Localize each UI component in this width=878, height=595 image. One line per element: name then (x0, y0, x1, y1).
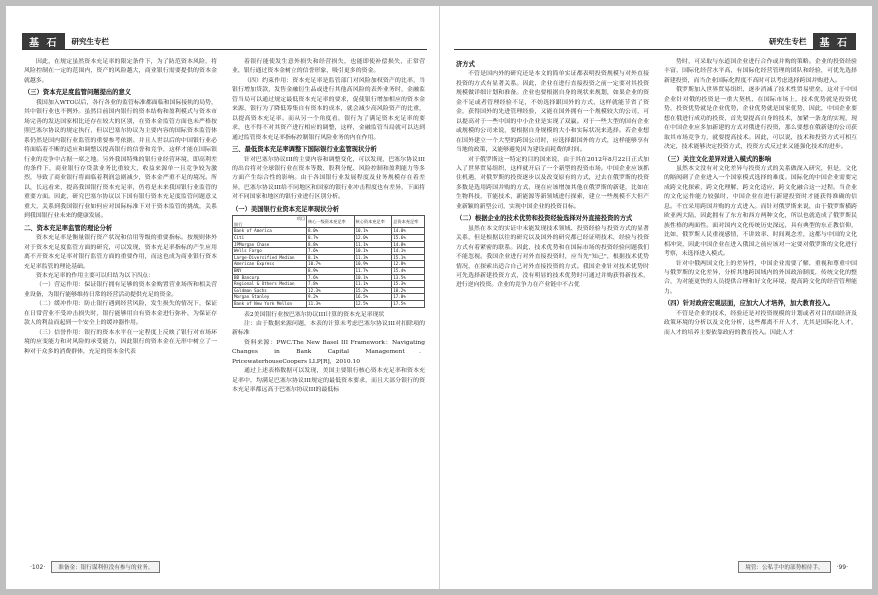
table-row (233, 268, 425, 275)
table-cell: 14.0% (392, 228, 425, 235)
page-footer (738, 561, 854, 573)
table-cell: 10.1% (354, 274, 392, 281)
table-cell: BNY (233, 268, 307, 275)
body-paragraph: 虽然在本文的实证中未能发现技术领域、投资经验与投资方式的显著关系，但是根据以往的研究以及国外的研究都已经证明技术，经验与投资方式有着紧密的联系。因此，技术优势和在国际市场的投资经验问题我们不能忽视。我国企业进行对外直接投资时，应当先"知己"，根据技术优势情况，在探索出适合自己对外直接投资的方式。我国企业针对技术优势时可先选择新建投资方式，没有明显的技术优势时可通过并购获得新技术，进行逆向投资。企业的竞争力在产业链中不占优 (456, 225, 649, 289)
table-cell: 12.8% (392, 261, 425, 268)
header-rule (454, 49, 856, 50)
table-cell: 17.5% (392, 300, 425, 307)
table-cell: 15.2% (354, 287, 392, 294)
header-column-title: 研究生专栏 (71, 36, 109, 46)
section-heading: 三、最低资本充足率调整下国际银行业监管现状分析 (232, 146, 377, 154)
header-column-title: 研究生专栏 (769, 36, 807, 46)
table-corner-label: 项目 (296, 216, 306, 222)
table-cell: 10.1% (354, 248, 392, 255)
section-heading: （二）根据企业的技术优势和投资经验选择对外直接投资的方式 (456, 215, 633, 223)
table-cell: 8.1% (307, 254, 354, 261)
table-row (233, 248, 425, 255)
body-paragraph: 通过上述表格数据可以发现，美国主要银行核心资本充足率和资本充足率中，均满足巴塞尔协议III规定的最低资本要求，而且大部分银行的资本充足率都远高于巴塞尔协议III的最低标 (232, 368, 425, 394)
text-column-1 (456, 58, 649, 553)
table-cell: 11.1% (354, 241, 392, 248)
section-heading: （一）美国银行业资本充足率现状分析 (232, 205, 340, 213)
footnote-box: 准备金：银行谋利但没有参与的业务。 (51, 561, 160, 573)
table-row (233, 274, 425, 281)
table-header-row (233, 216, 425, 228)
page-number: ·99· (836, 563, 848, 571)
table-cell: 14.1% (392, 248, 425, 255)
body-paragraph: 针对中俄两国文化上的差异性，中国企业需要了解，重视和尊重中国与俄罗斯的文化差异，分析其地跨国域内的外国政治制度，传统文化的整合，为对能更快的人员提供合理和好文化环境，提高跨文化的经营管理能力。 (664, 260, 857, 295)
text-column-1 (24, 58, 217, 553)
body-paragraph: 针对巴塞尔协议III的主要内容和调整变化，可以发现，巴塞尔协议III的出台将对全球银行业在资本等数、股利分配、风险控制和盈利能力等多方面产生综合性的影响。由于各国银行业发展程度及业务规模存在着差异，巴塞尔协议III给不同地区和国家的银行业冲击程度也有差异，下面将对不同国家和地区的银行业进行区别分析。 (232, 156, 425, 201)
body-paragraph: （一）营运作用：保证银行拥有足够的资本金购置营业场所和相关营业设备，为银行能够维持日常的经营活动提供充足的资金。 (24, 282, 217, 298)
section-heading: （三）关注文化差异对进入模式的影响 (664, 155, 772, 163)
table-cell: 11.3% (307, 300, 354, 307)
table-cell: 15.3% (392, 281, 425, 288)
text-column-2 (664, 58, 857, 553)
table-cell: 10.1% (354, 228, 392, 235)
table-cell: 12.3% (307, 287, 354, 294)
table-cell: 10.9% (354, 261, 392, 268)
body-paragraph: （四）约束作用：资本充足率是监管部门对风险加权资产的比率，当银行增加贷款，发售金融衍生品或进行其他高风险的表外业务时，金融监管当局可以通过规定最低资本充足率的要求，促使银行增加相应的资本金来源，银行为了降低筹集自有资本的成本，就会减少高风险资产的比重，以提高资本充足率。而从另一个角度看，银行为了满足资本充足率的要求，也不得不对其资产进行相应的调整，这样，金融监管当局就可以达到通过监管资本充足率指标控制银行风险业务的内在作用。 (232, 77, 425, 141)
table-cell: Large-Diversified Median (233, 254, 307, 261)
body-paragraph: （二）缓冲作用：防止银行遇到经营风险，发生损失的情况下，保证在日常营业不受冲击损失时，银行能够用自有资本金进行弥补，为保证存款人的利益而起到一个安全上的缓冲器作用。 (24, 301, 217, 327)
text-column-2 (232, 58, 425, 553)
table-cell: Goldman Sachs (233, 287, 307, 294)
body-paragraph: 注：由于数据来源问题，本表的计算未考虑巴塞尔协议III对扣除项的新标准 (232, 321, 425, 337)
table-cell: 18.2% (392, 287, 425, 294)
section-heading: 二、资本充足率监管的理论分析 (24, 224, 113, 232)
table-cell: 17.0% (392, 294, 425, 301)
header-tag: 基 石 (813, 33, 856, 50)
page-number: ·102· (30, 563, 46, 571)
table-header-cell (233, 216, 307, 228)
page-footer (24, 561, 160, 573)
body-paragraph: 虽然本文没有对文化差异与投资方式的关系做深入研究，但是，文化的隔阂刺了企业进入一个国家模式选择的难度。国际化的中国企业需要完成跨文化探索，跨文化理解，跨文化适应，跨文化融合这一过程。当企业的文化运作能力较强时，中国企业在进行新建投资时才能获得准确的信息。不宜采用跨国并购的方式进入。而针对俄罗斯来说，由于俄罗斯横跨欧亚两大陆，因此拥有了东方和西方两种文化，所以也就造成了俄罗斯民族性格的两面性。面对国内文化传统历史深远，具有典型的东正教信仰，比如，俄罗斯人民重视感情，不讲效率、时间观念差，这都与中国的文化相冲突，因此中国企业在进入俄国之前应该对一定要对俄罗斯的文化进行考察，未选择进入模式。 (664, 165, 857, 258)
body-paragraph: 因此，在规定虽然资本充足率的限定条件下，为了防范资本风险，将风险控制在一定的范围内，资产的风险越大，商业银行需要提供的资本金就越多。 (24, 59, 217, 84)
left-page (6, 6, 439, 589)
table-row (233, 261, 425, 268)
right-page (440, 6, 872, 589)
table-row (233, 281, 425, 288)
running-header (763, 34, 856, 48)
table-cell: 7.6% (307, 248, 354, 255)
reference-source: 资料来源：PWC.The New Basel III Framework：Navigating Changes in Bank Capital Management．PricewaterhouseCoopers LLP[R]，2010.10 (232, 339, 425, 365)
body-paragraph: 着银行能使发生意外损失和经营损失，也能即使补偿损失，正常营业，银行通过资本金树立的信誉形象，吸引更多的资金。 (232, 59, 425, 75)
table-cell: Wells Fargo (233, 248, 307, 255)
table-header-cell: 总资本充足率 (392, 216, 425, 228)
table-cell: American Express (233, 261, 307, 268)
table-header-cell: 核心一级资本充足率 (307, 216, 354, 228)
body-paragraph: 势时，可采取与东道国企业进行合作或并购的策略。企业的投资经验丰富，国际化经营水平高，有国际化经营管理的团队和经验，可优先选择新建投资，而当企业国际化程度不高时可以考虑选择跨国并购进入。 (664, 59, 857, 84)
body-paragraph: 表2美国银行业按巴塞尔协议III计算的资本充足率现状 (244, 311, 385, 318)
section-heading: （四）针对政府宏观层面，应加大人才培养，加大教育投入。 (664, 300, 835, 308)
table-row (233, 294, 425, 301)
table-cell: 9.2% (307, 294, 354, 301)
body-paragraph: 俄罗斯加入世界贸易组织，逐步消减了技术性贸易壁垒，这对于中国企业针对俄的投资是一重大契机，在国际市场上，技术优势就是投资优势，投资优势就是企业优势，企业优势就是国家优势，因此，中国企业要想在俄进行成功的投资，首先要提高自身的技术，加紧一条龙的实现，现在中国企业应多加新建的方式对俄进行投资，那么要想在俄新建的公司获取其市场竞争力，就要提高技术。因此，可以说，技术和投资方式可相互决定，技术能够决定投资方式，投资方式反过来又能强化技术的进步。 (664, 87, 857, 151)
table-row (233, 300, 425, 307)
running-header (22, 34, 115, 48)
table-cell: 10.7% (307, 261, 354, 268)
table-row (233, 228, 425, 235)
body-paragraph: 不管是国内外的研究还是本文的简单实证都表明投资规模与对外直接投资的方式有显著关系。因此，企业在进行直接投资之前一定要对其投资规模做详细计划和准备。企业也要根据自身的现状来规划，如果企业的资金不足或者管理经验不足，不妨选择跟国外的方式，这样就能节省了资金，获得国外的先进管理经验，又能在国外拥有一个规模较大的公司，可以提高对于一些中国的中小企业是实现了双赢。对于一些大型的国有企业或规模的公司来说，要根据自身规模的大小和实际状况来选择。若企业想在国外建立一个大型的跨国公司时，应选择跟国外的方式，这样能够享有当地的政策，又能够避免因为建设而耗费的时间。 (456, 71, 649, 154)
table-cell: Regional & Others Median (233, 281, 307, 288)
table-row (233, 241, 425, 248)
table-corner-label: 银行 (234, 221, 243, 227)
section-heading: 济方式 (456, 61, 475, 68)
table-cell: Bank of New York Mellon (233, 300, 307, 307)
table-cell: 8.0% (307, 228, 354, 235)
table-cell: 11.3% (354, 254, 392, 261)
table-header-cell: 核心资本充足率 (354, 216, 392, 228)
body-paragraph: 资本充足率的作用主要可以归结为以下四点： (36, 272, 154, 279)
table-cell: Citi (233, 235, 307, 242)
table-cell: JPMorgan Chase (233, 241, 307, 248)
table-row (233, 287, 425, 294)
table-cell: 8.8% (307, 241, 354, 248)
body-paragraph: （三）信誉作用：银行的资本水平在一定程度上反映了银行对市场环境的应变能力和对风险的承受能力，因此银行的资本金在无形中树立了一种对于众多的消费群体，充足的资本金代表 (24, 329, 217, 355)
body-paragraph: 资本充足率是衡量银行资产状况和信用等级的重要指标。按规则体外对于资本充足度监管方面的研究，可以发现，资本充足率指标的产生应用离不开资本充足率对银行监管方面的重要作用，而这也成为商业银行资本充足率监管的理论基础。 (24, 235, 217, 270)
table-cell: Bank of America (233, 228, 307, 235)
table-cell: 11.7% (354, 268, 392, 275)
table-cell: 16.5% (354, 294, 392, 301)
table-cell: 8.7% (307, 235, 354, 242)
document-spread (6, 6, 872, 589)
table-cell: 12.0% (354, 235, 392, 242)
table-row (233, 235, 425, 242)
table-cell: BB Bancorp (233, 274, 307, 281)
section-heading: （三）资本充足度监管问题提出的意义 (24, 89, 132, 97)
table-cell: 15.6% (392, 235, 425, 242)
table-cell: 13.5% (392, 274, 425, 281)
table-cell: 7.6% (307, 274, 354, 281)
body-paragraph: 不管是企业的技术，经验还是对投资规模的计划或者对目的国经济及政策环境的分析以及文化分析，这些都离不开人才，尤其是国际化人才，而人才的培养主要依靠政府的教育投入。因此人才 (664, 310, 857, 336)
table-cell: Morgan Stanley (233, 294, 307, 301)
table-cell: 11.1% (354, 281, 392, 288)
footnote-box: 境管：公私手中的部势相待手。 (738, 561, 830, 573)
table-cell: 15.1% (392, 254, 425, 261)
body-paragraph: 对于俄罗斯这一特定的目的国来说，由于其在2012年8月22日正式加入了世界贸易组织，这样就开启了一个新型的投资市场。中国企业应该抓住机遇，对俄罗斯的投资逐步以及改变原有的方式，过去在俄罗斯的投资多数是选用跨国并购的方式，现在应该增加其他在俄罗斯的新建，比如在生物科技，节能技术，新能源等新领域进行探索，建立一些规模不大但产业新颖的新型公司，实现中国企业的投资目标。 (456, 156, 649, 210)
header-rule (22, 49, 427, 50)
table-cell: 12.5% (354, 300, 392, 307)
body-paragraph: 我国加入WTO以后，各行各业的监管标准都面临和国际接轨的局势，其中银行业也不例外。虽然目前国内银行的资本结构和盈利模式与资本市场完善的发达国家相比还存在较大的区别，在资本金监管方面也未严格按照巴塞尔协议的规定执行，但以巴塞尔协议为主要内容的国际资本监管体系仍然是国内银行业监管的重要参考依据。并且人世以后的中国银行业必将面临着不断的适应和调整以提高银行的信誉和竞争，这样才能在国际银行业的竞争中占据一席之地。另外我国特殊的银行业经营环境，即高利差的条件下，商业银行存贷款业务比重较大，收益来源单一且竞争较为激烈，导致了商业银行将面临着利润急剧减少，资本金严重不足的境况。所以，长远看来，提高我国银行资本充足率，仍将是未来我国银行业监管的重要方面。因此，研究巴塞尔协议以下国有银行资本充足度监管问题意义重大，关系到我国银行业如何应对国际标准下对于资本监管的挑战，关系到我国银行业未来的健康发展。 (24, 99, 217, 220)
table-cell: 7.8% (307, 281, 354, 288)
table-cell: 14.8% (392, 241, 425, 248)
capital-ratio-table (232, 215, 425, 307)
header-tag: 基 石 (22, 33, 65, 50)
table-cell: 8.9% (307, 268, 354, 275)
table-row (233, 254, 425, 261)
table-cell: 15.4% (392, 268, 425, 275)
